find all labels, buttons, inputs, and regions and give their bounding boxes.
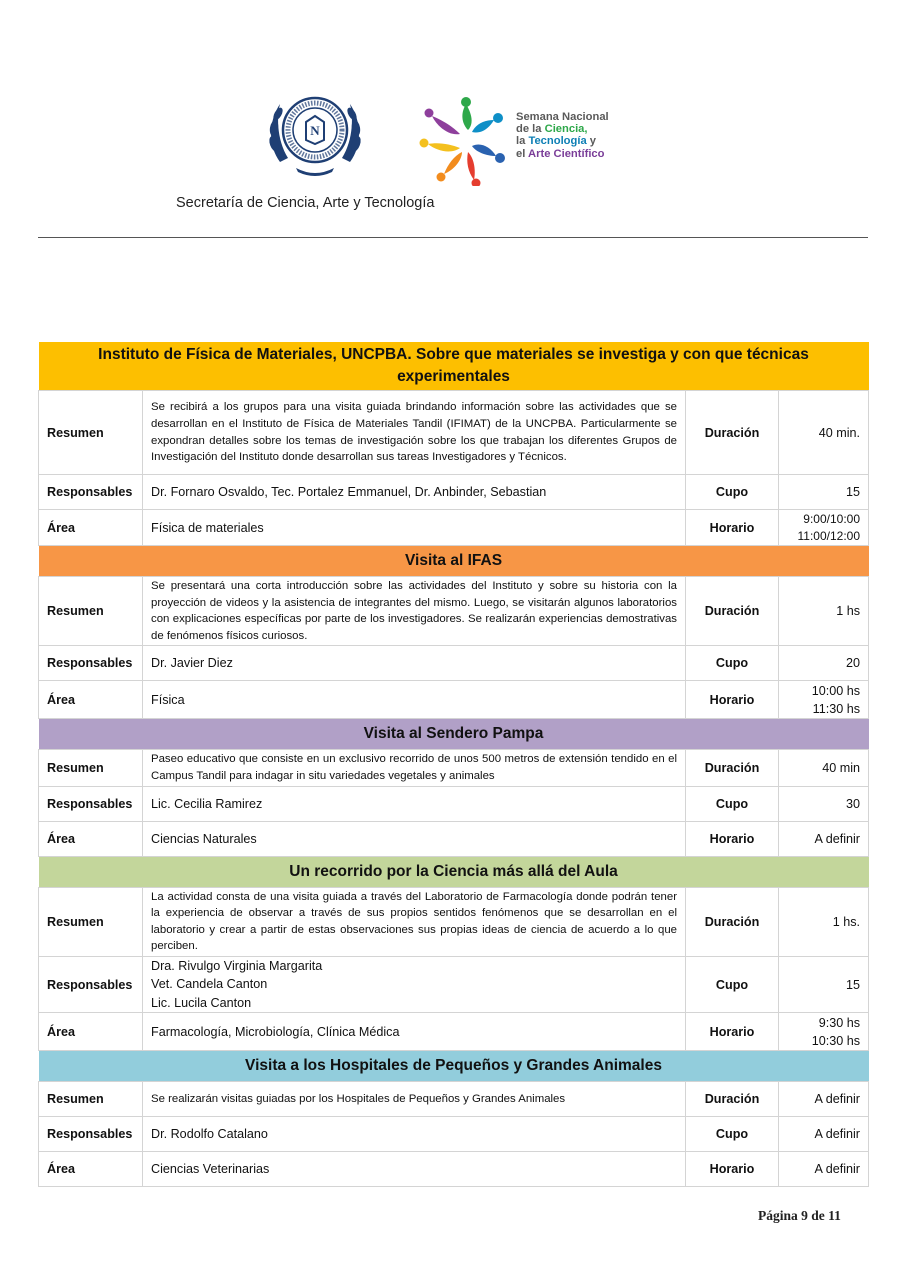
activity-title: Visita a los Hospitales de Pequeños y Grandes Animales bbox=[39, 1051, 869, 1082]
resumen-text: Paseo educativo que consiste en un exclusivo recorrido de unos 500 metros de extensión tendido en el Campus Tandil para indagar in situ variedades vegetales y animales bbox=[143, 750, 686, 786]
horario-value: A definir bbox=[779, 821, 869, 856]
activity-title: Visita al IFAS bbox=[39, 546, 869, 577]
responsables-label: Responsables bbox=[39, 475, 143, 510]
area-value: Física de materiales bbox=[143, 510, 686, 546]
area-label: Área bbox=[39, 510, 143, 546]
resumen-text: Se recibirá a los grupos para una visita guiada brindando información sobre las actividades que se desarrollan en el Instituto de Física de Materiales Tandil (IFIMAT) de la UNCPBA. Particularmente se expondran detalles sobre los temas de investigación sobre los que trabajan los diferentes Grupos de Investigación del Instituto donde desarrollan sus tareas Investigadores y Técnicos. bbox=[143, 391, 686, 475]
activity-title: Instituto de Física de Materiales, UNCPBA. Sobre que materiales se investiga y con que técnicas experimentales bbox=[39, 342, 869, 391]
cupo-value: A definir bbox=[779, 1117, 869, 1152]
responsables-value: Dr. Rodolfo Catalano bbox=[143, 1117, 686, 1152]
resumen-label: Resumen bbox=[39, 750, 143, 786]
activity-title-row bbox=[39, 546, 869, 577]
area-value: Ciencias Veterinarias bbox=[143, 1152, 686, 1187]
activity-title-row bbox=[39, 342, 869, 391]
duracion-label: Duración bbox=[686, 1082, 779, 1117]
horario-value: 9:30 hs 10:30 hs bbox=[779, 1013, 869, 1051]
table-row bbox=[39, 681, 869, 719]
activity-title: Un recorrido por la Ciencia más allá del Aula bbox=[39, 856, 869, 887]
resumen-label: Resumen bbox=[39, 887, 143, 956]
horario-label: Horario bbox=[686, 1152, 779, 1187]
area-value: Ciencias Naturales bbox=[143, 821, 686, 856]
area-label: Área bbox=[39, 1152, 143, 1187]
responsables-label: Responsables bbox=[39, 1117, 143, 1152]
resumen-label: Resumen bbox=[39, 577, 143, 646]
cupo-value: 20 bbox=[779, 646, 869, 681]
table-row bbox=[39, 391, 869, 475]
university-seal-logo bbox=[266, 92, 364, 178]
activity-title-row bbox=[39, 719, 869, 750]
semana-nacional-logo-text: Semana Nacional de la Ciencia, la Tecnología y el Arte Científico bbox=[516, 111, 609, 160]
cupo-label: Cupo bbox=[686, 646, 779, 681]
cupo-value: 15 bbox=[779, 475, 869, 510]
secretaria-title: Secretaría de Ciencia, Arte y Tecnología bbox=[176, 195, 435, 211]
page-header bbox=[0, 0, 906, 240]
table-row bbox=[39, 475, 869, 510]
table-row bbox=[39, 1152, 869, 1187]
duracion-label: Duración bbox=[686, 887, 779, 956]
area-label: Área bbox=[39, 821, 143, 856]
horario-label: Horario bbox=[686, 821, 779, 856]
duracion-label: Duración bbox=[686, 750, 779, 786]
responsables-label: Responsables bbox=[39, 646, 143, 681]
horario-value: 10:00 hs 11:30 hs bbox=[779, 681, 869, 719]
duracion-value: 1 hs. bbox=[779, 887, 869, 956]
duracion-label: Duración bbox=[686, 391, 779, 475]
responsables-value: Lic. Cecilia Ramirez bbox=[143, 786, 686, 821]
horario-value: 9:00/10:00 11:00/12:00 bbox=[779, 510, 869, 546]
resumen-text: Se presentará una corta introducción sobre las actividades del Instituto y sobre su historia con la proyección de videos y la asistencia de integrantes del mismo. Luego, se visitarán algunos laboratorios con explicaciones específicas por parte de los investigadores. Se realizarán experiencias demostrativas de fenómenos físicos curiosos. bbox=[143, 577, 686, 646]
area-label: Área bbox=[39, 1013, 143, 1051]
page-number: Página 9 de 11 bbox=[758, 1208, 841, 1223]
responsables-label: Responsables bbox=[39, 786, 143, 821]
activity-title-row bbox=[39, 856, 869, 887]
table-row bbox=[39, 887, 869, 956]
semana-nacional-logo-icon bbox=[416, 94, 514, 186]
table-row bbox=[39, 646, 869, 681]
table-row bbox=[39, 1082, 869, 1117]
responsables-value: Dr. Javier Diez bbox=[143, 646, 686, 681]
duracion-value: 1 hs bbox=[779, 577, 869, 646]
responsables-label: Responsables bbox=[39, 956, 143, 1013]
table-row bbox=[39, 750, 869, 786]
header-divider bbox=[38, 237, 868, 238]
cupo-label: Cupo bbox=[686, 1117, 779, 1152]
resumen-text: Se realizarán visitas guiadas por los Hospitales de Pequeños y Grandes Animales bbox=[143, 1082, 686, 1117]
cupo-value: 15 bbox=[779, 956, 869, 1013]
duracion-label: Duración bbox=[686, 577, 779, 646]
table-row bbox=[39, 577, 869, 646]
cupo-label: Cupo bbox=[686, 786, 779, 821]
resumen-text: La actividad consta de una visita guiada a través del Laboratorio de Farmacología donde podrán tener la experiencia de observar a través de sus propios sentidos fenómenos que se desarrollan en el laboratorio y crear a partir de estas observaciones sus propias ideas de ciencia de acuerdo a lo que perciben. bbox=[143, 887, 686, 956]
table-row bbox=[39, 821, 869, 856]
resumen-label: Resumen bbox=[39, 1082, 143, 1117]
svg-text:N: N bbox=[310, 123, 320, 138]
table-row bbox=[39, 1117, 869, 1152]
horario-value: A definir bbox=[779, 1152, 869, 1187]
activity-title: Visita al Sendero Pampa bbox=[39, 719, 869, 750]
resumen-label: Resumen bbox=[39, 391, 143, 475]
cupo-label: Cupo bbox=[686, 475, 779, 510]
duracion-value: 40 min bbox=[779, 750, 869, 786]
table-row bbox=[39, 510, 869, 546]
table-row bbox=[39, 786, 869, 821]
horario-label: Horario bbox=[686, 681, 779, 719]
cupo-value: 30 bbox=[779, 786, 869, 821]
table-row bbox=[39, 1013, 869, 1051]
horario-label: Horario bbox=[686, 1013, 779, 1051]
activities-table bbox=[38, 342, 869, 1187]
horario-label: Horario bbox=[686, 510, 779, 546]
responsables-value: Dr. Fornaro Osvaldo, Tec. Portalez Emmanuel, Dr. Anbinder, Sebastian bbox=[143, 475, 686, 510]
area-label: Área bbox=[39, 681, 143, 719]
cupo-label: Cupo bbox=[686, 956, 779, 1013]
responsables-value: Dra. Rivulgo Virginia Margarita Vet. Candela Canton Lic. Lucila Canton bbox=[143, 956, 686, 1013]
area-value: Física bbox=[143, 681, 686, 719]
area-value: Farmacología, Microbiología, Clínica Médica bbox=[143, 1013, 686, 1051]
duracion-value: A definir bbox=[779, 1082, 869, 1117]
duracion-value: 40 min. bbox=[779, 391, 869, 475]
activity-title-row bbox=[39, 1051, 869, 1082]
table-row bbox=[39, 956, 869, 1013]
